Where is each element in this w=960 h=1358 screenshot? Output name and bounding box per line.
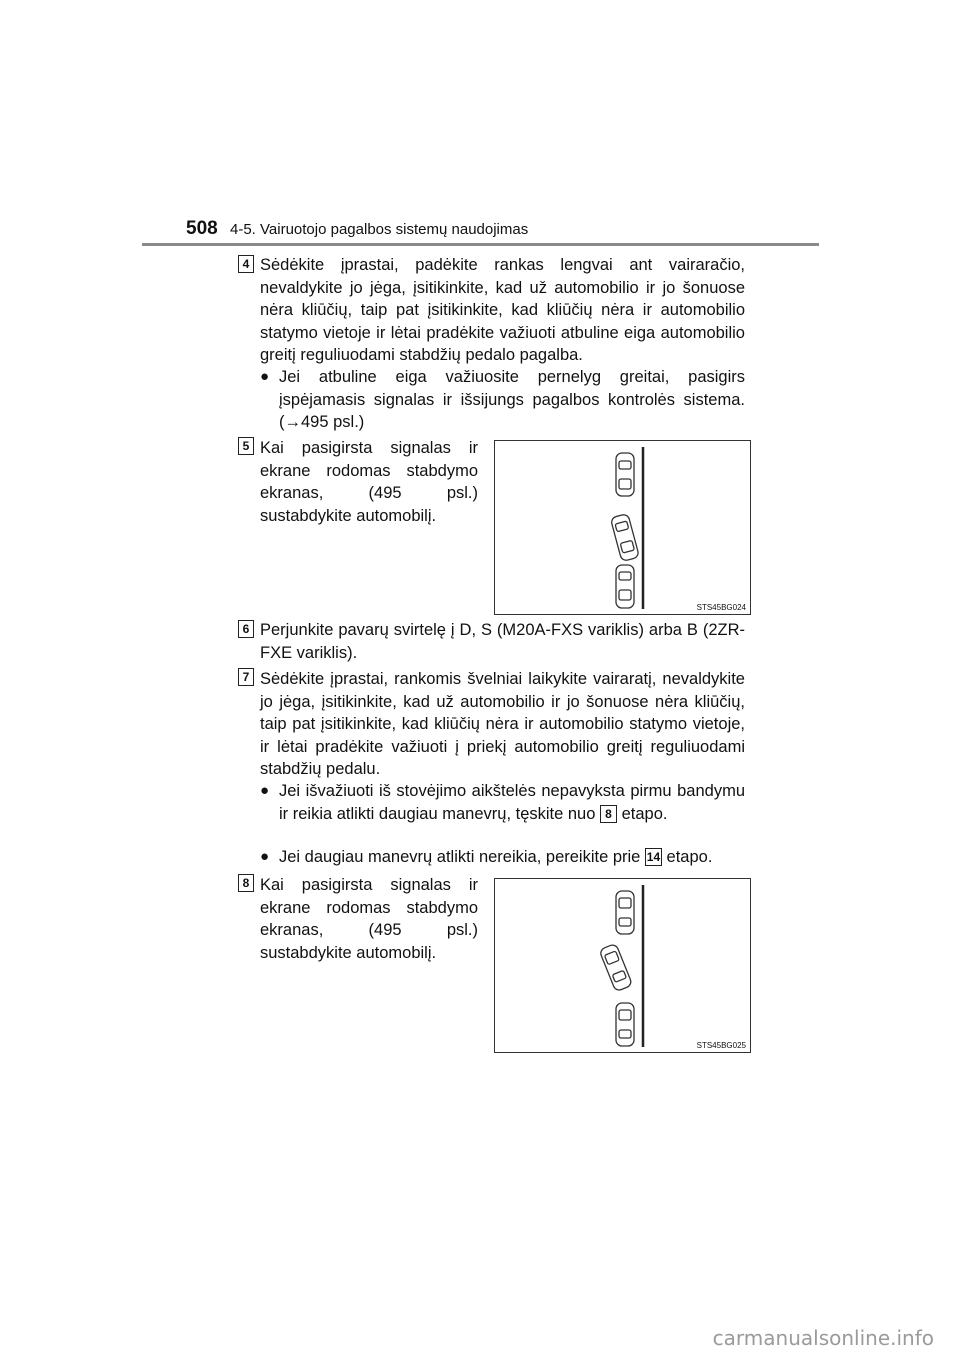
step-ref-14: 14 bbox=[646, 850, 661, 864]
step-4-bullet bbox=[260, 366, 745, 434]
maneuvering-car-icon bbox=[599, 943, 633, 991]
parked-car-icon bbox=[616, 565, 634, 608]
figure-code: STS45BG025 bbox=[696, 1041, 746, 1050]
step-number-6: 6 bbox=[238, 620, 254, 638]
step-number-5: 5 bbox=[238, 437, 254, 455]
parking-diagram bbox=[495, 879, 750, 1052]
step-ref-8: 8 bbox=[600, 805, 617, 823]
step-7-bullet-1-end: etapo. bbox=[621, 804, 668, 823]
bullet-icon: ● bbox=[260, 368, 270, 385]
figure-code: STS45BG024 bbox=[696, 603, 746, 612]
step-7-bullet-1-text: Jei išvažiuoti iš stovėjimo aikštelės nepavyksta pirmu bandymu ir reikia atlikti daugiau manevrų, tęskite nuo bbox=[279, 782, 745, 823]
step-6-text: Perjunkite pavarų svirtelę į D, S (M20A-FXS variklis) arba B (2ZR-FXE variklis). bbox=[260, 621, 745, 662]
parked-car-icon bbox=[616, 891, 634, 934]
page-number: 508 bbox=[186, 218, 218, 239]
step-7-bullet-2-text: Jei daugiau manevrų atlikti nereikia, pereikite prie bbox=[279, 848, 641, 866]
step-number-7: 7 bbox=[238, 668, 254, 686]
figure-parking-forward bbox=[494, 878, 751, 1053]
step-4-bullet-text: Jei atbuline eiga važiuosite pernelyg greitai, pasigirs įspėjamasis signalas ir išsijungs pagalbos kontrolės sistema. (→495 psl.) bbox=[279, 368, 745, 431]
figure-parking-reverse bbox=[494, 440, 751, 615]
parking-diagram bbox=[495, 441, 750, 614]
step-number-4: 4 bbox=[238, 255, 254, 273]
parked-car-icon bbox=[616, 1003, 634, 1046]
step-7-bullet-2 bbox=[260, 846, 745, 869]
step-7-text: Sėdėkite įprastai, rankomis švelniai laikykite vairaratį, nevaldykite jo jėga, įsitikinkite, kad už automobilio ir jo šonuose nėra kliūčių, taip pat įsitikinkite, kad kliūčių nėra ir automobilio statymo vietoje, ir lėtai pradėkite važiuoti į priekį automobilio greitį reguliuodami stabdžių pedalu. bbox=[260, 670, 745, 778]
watermark: carmanualsonline.info bbox=[712, 1326, 934, 1350]
step-4-text: Sėdėkite įprastai, padėkite rankas lengvai ant vairaračio, nevaldykite jo jėga, įsitikinkite, kad už automobilio ir jo šonuose nėra kliūčių, taip pat įsitikinkite, kad kliūčių nėra ir automobilio statymo vietoje ir lėtai pradėkite važiuoti atbuline eiga automobilio greitį reguliuodami stabdžių pedalo pagalba. bbox=[260, 256, 745, 364]
maneuvering-car-icon bbox=[610, 513, 639, 561]
step-7-bullet-1 bbox=[260, 780, 745, 825]
parked-car-icon bbox=[616, 453, 634, 496]
section-title: 4-5. Vairuotojo pagalbos sistemų naudojimas bbox=[230, 221, 529, 238]
step-8-text: Kai pasigirsta signalas ir ekrane rodomas stabdymo ekranas, (495 psl.) sustabdykite automobilį. bbox=[260, 876, 478, 962]
bullet-icon: ● bbox=[260, 848, 270, 865]
bullet-icon: ● bbox=[260, 782, 270, 799]
step-5-text: Kai pasigirsta signalas ir ekrane rodomas stabdymo ekranas, (495 psl.) sustabdykite automobilį. bbox=[260, 439, 478, 525]
step-7-bullet-2-end: etapo. bbox=[666, 848, 713, 866]
header-divider bbox=[142, 243, 819, 246]
step-number-8: 8 bbox=[238, 874, 254, 892]
